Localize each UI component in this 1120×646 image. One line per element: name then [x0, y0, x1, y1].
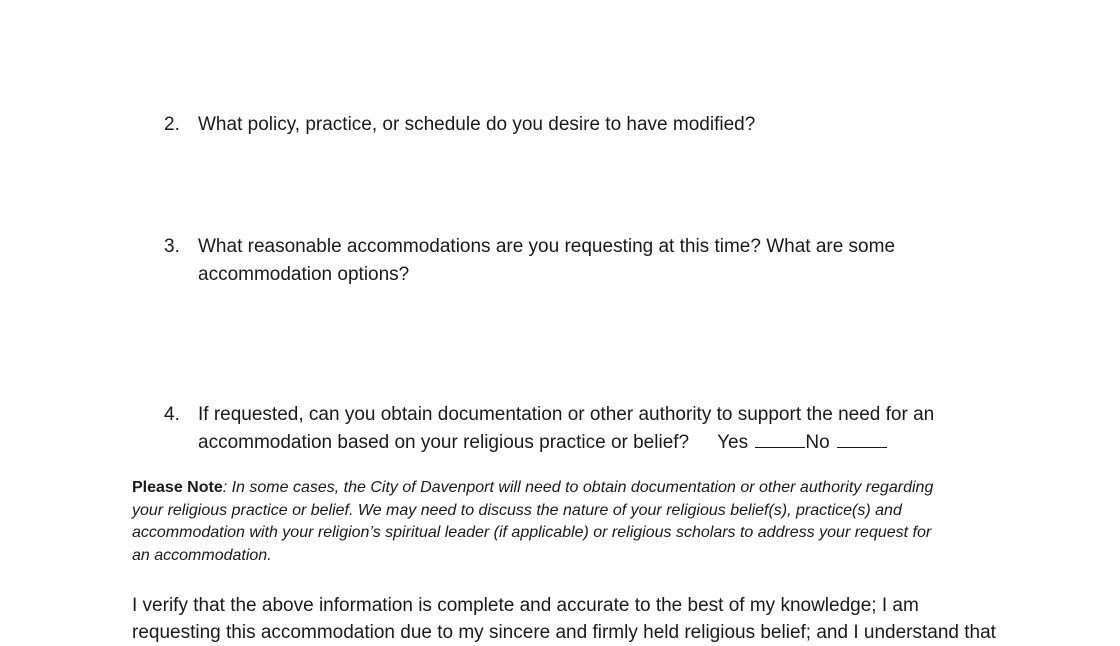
note-line: your religious practice or belief. We may need to discuss the nature of your religious belief(s), practice(s) and	[132, 501, 902, 519]
no-answer-blank[interactable]	[837, 429, 887, 448]
question-number: 3.	[164, 236, 180, 257]
question-text	[198, 401, 958, 457]
note-line	[132, 477, 992, 500]
note-line: accommodation with your religion’s spiritual leader (if applicable) or religious scholars to address your request for	[132, 524, 932, 541]
no-label: No	[805, 432, 830, 453]
question-line-with-answer	[198, 429, 958, 457]
yes-label: Yes	[717, 432, 749, 453]
question-line: What reasonable accommodations are you requesting at this time? What are some	[198, 236, 896, 257]
question-line: If requested, can you obtain documentation or other authority to support the need for an	[198, 404, 935, 425]
question-line: accommodation options?	[198, 264, 410, 285]
question-number: 2.	[164, 114, 180, 135]
verification-line: requesting this accommodation due to my sincere and firmly held religious belief; and I understand that	[132, 622, 996, 643]
question-text	[198, 233, 958, 289]
yes-answer-blank[interactable]	[755, 429, 805, 448]
verification-paragraph	[132, 592, 1032, 646]
note-text: : In some cases, the City of Davenport will need to obtain documentation or other authority regarding	[222, 479, 934, 496]
note-line: an accommodation.	[132, 546, 272, 564]
please-note-paragraph	[132, 477, 992, 567]
question-line: accommodation based on your religious practice or belief?	[198, 432, 690, 453]
question-number: 4.	[164, 404, 180, 425]
verification-line: I verify that the above information is complete and accurate to the best of my knowledge; I am	[132, 595, 919, 616]
note-label: Please Note	[132, 479, 223, 496]
question-line: What policy, practice, or schedule do you desire to have modified?	[198, 114, 756, 135]
question-text	[198, 111, 958, 139]
